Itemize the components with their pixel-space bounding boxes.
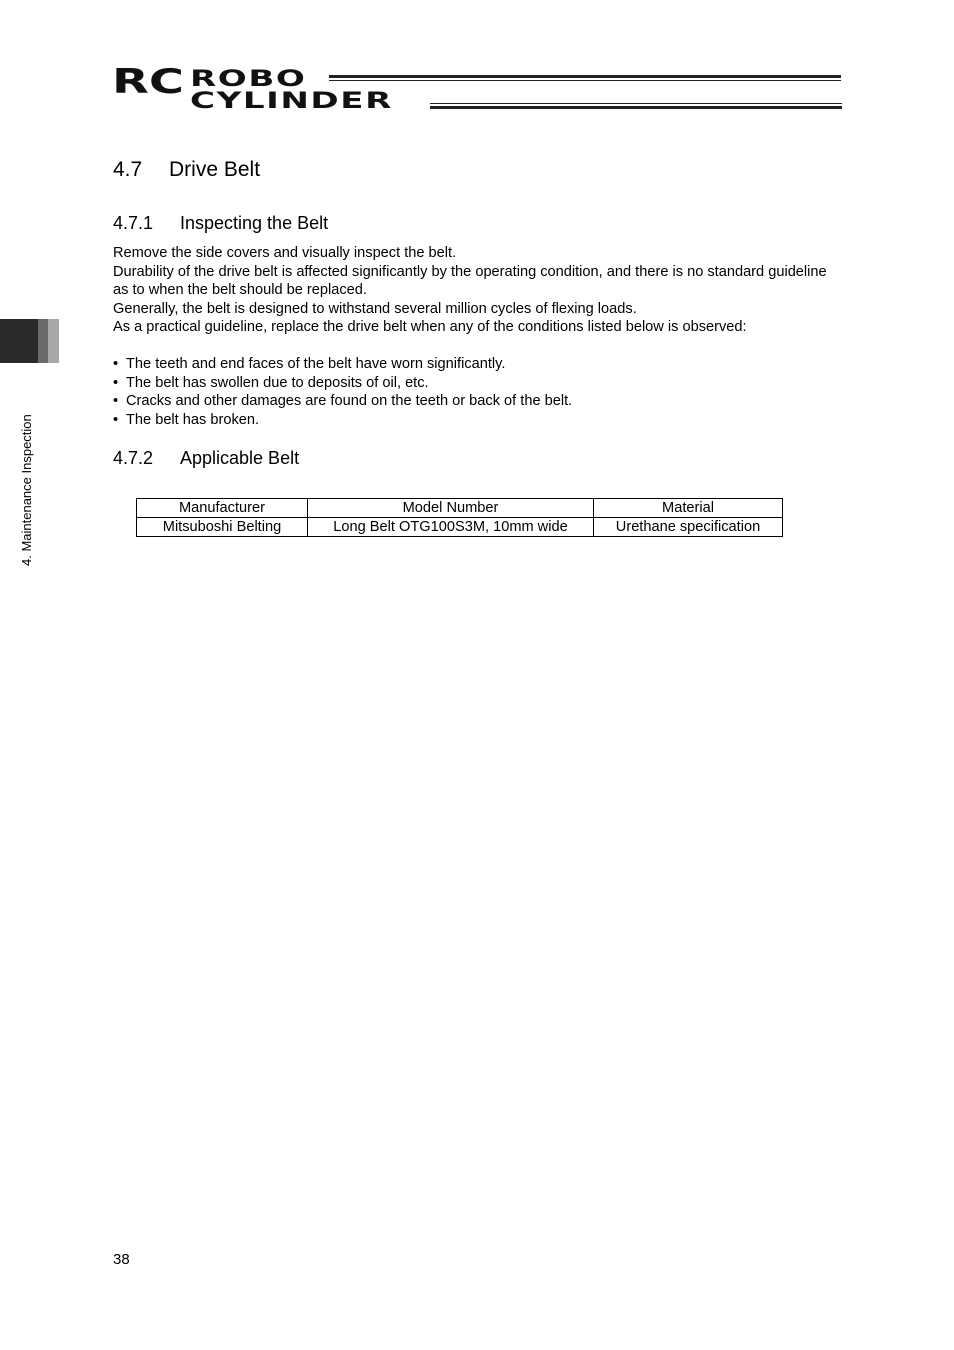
- paragraph-line: As a practical guideline, replace the drive belt when any of the conditions listed below is observed:: [113, 319, 747, 335]
- belt-spec-table: [136, 498, 783, 537]
- robo-cylinder-logo-icon: [112, 66, 186, 120]
- header-rule-top-thin: [329, 80, 841, 81]
- table-cell: Long Belt OTG100S3M, 10mm wide: [308, 518, 594, 537]
- paragraph-line: Durability of the drive belt is affected significantly by the operating condition, and there is no standard guideline as to when the belt should be replaced.: [113, 263, 827, 298]
- chapter-tab-shade: [38, 319, 48, 363]
- condition-list: [113, 355, 572, 429]
- list-item: • Cracks and other damages are found on the teeth or back of the belt.: [113, 393, 573, 409]
- list-item: • The belt has broken.: [113, 411, 260, 428]
- table-header-row: [137, 499, 783, 518]
- subsection-heading-applicable: [113, 448, 299, 469]
- header: [112, 66, 842, 122]
- logo-letter-r: RC: [112, 66, 184, 102]
- column-header: Material: [594, 499, 783, 518]
- column-header: Model Number: [308, 499, 594, 518]
- paragraph-line: Remove the side covers and visually inspect the belt.: [113, 245, 457, 261]
- logo-word-cylinder: CYLINDER: [190, 89, 393, 114]
- header-rule-bottom: [430, 106, 842, 109]
- column-header: Manufacturer: [137, 499, 308, 518]
- header-rule-top: [329, 75, 841, 78]
- logo-word-robo: ROBO: [190, 67, 307, 92]
- list-item: • The belt has swollen due to deposits of oil, etc.: [113, 374, 429, 391]
- subsection-heading-inspecting: [113, 213, 328, 234]
- subsection-title: Inspecting the Belt: [180, 213, 329, 233]
- chapter-tab: [0, 319, 38, 363]
- inspection-text: [113, 244, 843, 337]
- page-number: 38: [113, 1251, 130, 1268]
- subsection-title: Applicable Belt: [180, 448, 300, 468]
- header-rule-bottom-thin: [430, 103, 842, 104]
- chapter-side-label: 4. Maintenance Inspection: [19, 414, 34, 566]
- table-cell: Urethane specification: [594, 518, 783, 537]
- section-number: 4.7: [113, 158, 143, 181]
- section-heading: [113, 158, 260, 182]
- table-row: [137, 518, 783, 537]
- list-item: • The teeth and end faces of the belt have worn significantly.: [113, 356, 506, 372]
- section-title: Drive Belt: [169, 158, 261, 181]
- chapter-tab-shade-light: [48, 319, 59, 363]
- subsection-number: 4.7.2: [113, 448, 154, 468]
- table-cell: Mitsuboshi Belting: [137, 518, 308, 537]
- subsection-number: 4.7.1: [113, 213, 154, 233]
- paragraph-line: Generally, the belt is designed to withstand several million cycles of flexing loads.: [113, 300, 637, 317]
